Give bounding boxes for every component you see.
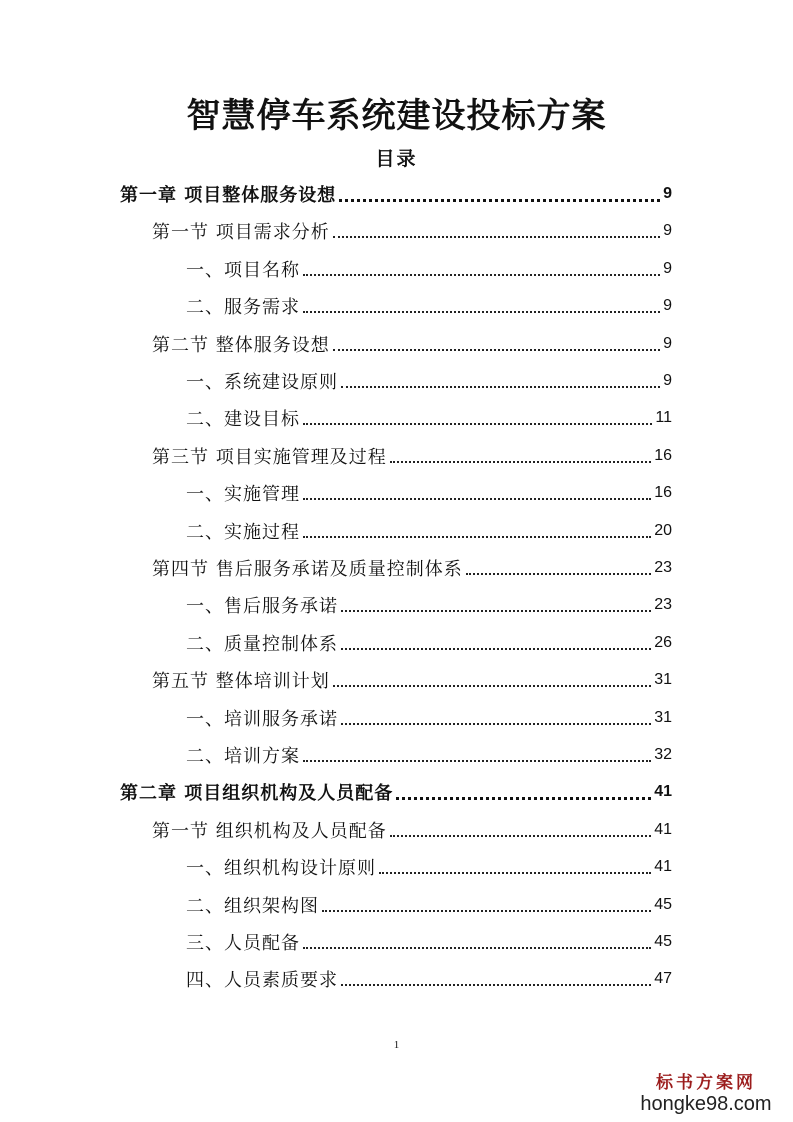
toc-entry-page: 9 [663, 185, 672, 202]
toc-entry-label: 一、售后服务承诺 [186, 596, 338, 618]
toc-entry[interactable] [120, 774, 672, 810]
toc-entry[interactable] [152, 326, 672, 362]
toc-entry-label: 二、实施过程 [186, 521, 300, 543]
toc-dot-leader [339, 199, 660, 202]
toc-entry-label: 一、培训服务承诺 [186, 708, 338, 730]
toc-dot-leader [341, 648, 651, 650]
toc-entry-label: 四、人员素质要求 [186, 970, 338, 992]
toc-entry[interactable] [152, 438, 672, 474]
page-number: 1 [393, 1039, 400, 1051]
toc-entry-label: 一、系统建设原则 [186, 372, 338, 393]
toc-dot-leader [390, 461, 651, 463]
toc-entry[interactable] [120, 176, 672, 212]
toc-entry-page: 32 [654, 746, 672, 763]
toc-entry-page: 16 [654, 484, 672, 502]
toc-entry-page: 9 [663, 222, 672, 240]
toc-entry-label: 第一章 项目整体服务设想 [120, 185, 337, 206]
toc-entry-page: 45 [654, 895, 672, 913]
toc-entry-page: 20 [654, 521, 672, 539]
toc-entry-page: 23 [654, 596, 672, 614]
toc-entry-page: 11 [655, 409, 672, 427]
page-title: 智慧停车系统建设投标方案 [186, 96, 607, 136]
toc-entry-page: 47 [654, 970, 672, 988]
toc-entry-label: 二、建设目标 [186, 409, 300, 431]
toc-entry[interactable] [186, 849, 672, 885]
toc-dot-leader [303, 274, 660, 276]
toc-dot-leader [333, 349, 660, 351]
watermark-logo [631, 1068, 781, 1116]
toc-entry-label: 二、组织架构图 [186, 895, 319, 917]
toc-entry[interactable] [152, 550, 672, 586]
toc-dot-leader [390, 835, 651, 837]
toc-dot-leader [303, 498, 651, 500]
toc-dot-leader [303, 947, 651, 949]
toc-entry[interactable] [186, 251, 672, 287]
toc-entry[interactable] [186, 700, 672, 736]
toc-dot-leader [466, 573, 651, 575]
toc-entry-page: 31 [654, 671, 672, 689]
toc-entry-label: 第一节 项目需求分析 [152, 222, 330, 244]
watermark-url: hongke98.com [640, 1093, 772, 1115]
toc-entry-page: 9 [663, 259, 672, 277]
toc-entry-page: 45 [654, 933, 672, 950]
toc-entry-label: 三、人员配备 [186, 933, 300, 954]
toc-entry-label: 第四节 售后服务承诺及质量控制体系 [152, 559, 463, 580]
toc-entry-page: 41 [654, 783, 672, 801]
toc-entry-page: 9 [663, 372, 672, 389]
toc-dot-leader [303, 311, 660, 313]
toc-entry-page: 16 [654, 446, 672, 464]
toc-heading: 目录 [375, 148, 418, 170]
toc-dot-leader [341, 723, 651, 725]
toc-entry-page: 31 [654, 708, 672, 726]
toc-dot-leader [303, 423, 652, 425]
toc-dot-leader [341, 386, 660, 388]
toc-dot-leader [303, 536, 651, 538]
toc-entry-page: 41 [654, 820, 672, 838]
toc-dot-leader [379, 872, 651, 874]
toc-entry[interactable] [152, 213, 672, 249]
toc-entry[interactable] [186, 288, 672, 324]
toc-entry[interactable] [186, 475, 672, 511]
toc-entry-label: 一、组织机构设计原则 [186, 858, 376, 880]
toc-dot-leader [396, 797, 651, 800]
toc-entry[interactable] [186, 961, 672, 997]
toc-entry[interactable] [186, 400, 672, 436]
toc-entry-label: 第二节 整体服务设想 [152, 334, 330, 356]
toc-entry[interactable] [186, 924, 672, 960]
toc-entry[interactable] [186, 887, 672, 923]
toc-entry[interactable] [186, 737, 672, 773]
toc-entry-page: 26 [654, 633, 672, 651]
toc-entry-label: 第二章 项目组织机构及人员配备 [120, 783, 394, 805]
toc-dot-leader [322, 910, 651, 912]
toc-entry[interactable] [186, 363, 672, 399]
toc-entry-label: 第三节 项目实施管理及过程 [152, 446, 387, 468]
toc-entry-label: 二、服务需求 [186, 297, 300, 319]
toc-dot-leader [303, 760, 651, 762]
toc-dot-leader [333, 685, 651, 687]
toc-entry-label: 二、培训方案 [186, 746, 300, 767]
toc-entry[interactable] [186, 513, 672, 549]
toc-entry[interactable] [152, 812, 672, 848]
toc-entry[interactable] [152, 662, 672, 698]
toc-entry[interactable] [186, 625, 672, 661]
toc-entry-label: 二、质量控制体系 [186, 633, 338, 655]
watermark-name: 标书方案网 [656, 1073, 756, 1093]
toc-entry-page: 23 [654, 559, 672, 576]
toc-dot-leader [333, 236, 660, 238]
toc-entry[interactable] [186, 587, 672, 623]
toc-entry-page: 9 [663, 297, 672, 315]
toc-dot-leader [341, 984, 651, 986]
toc-entry-label: 一、实施管理 [186, 484, 300, 506]
toc-entry-page: 41 [654, 858, 672, 876]
toc-entry-page: 9 [663, 334, 672, 352]
toc-entry-label: 第一节 组织机构及人员配备 [152, 820, 387, 842]
toc-entry-label: 第五节 整体培训计划 [152, 671, 330, 693]
toc-dot-leader [341, 610, 651, 612]
toc-entry-label: 一、项目名称 [186, 259, 300, 281]
